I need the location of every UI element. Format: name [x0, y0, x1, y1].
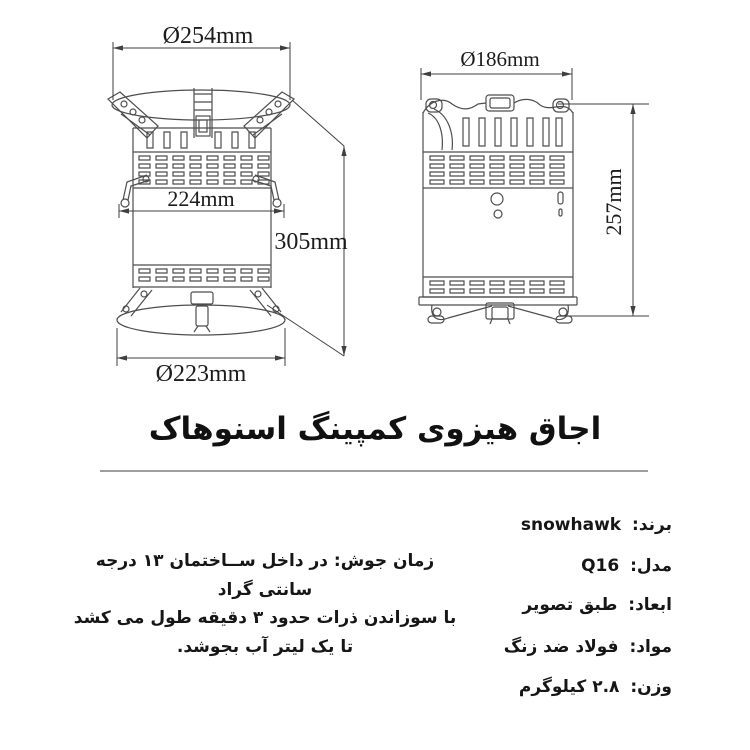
dim-front-mid-width: 224mm	[167, 186, 235, 211]
description-line-3: تا یک لیتر آب بجوشد.	[176, 636, 354, 657]
spec-label-dimensions: ابعاد:	[628, 595, 672, 615]
spec-label-weight: وزن:	[630, 677, 672, 697]
spec-value-material: فولاد ضد زنگ	[503, 637, 619, 657]
spec-value-brand: snowhawk	[520, 515, 622, 535]
side-view-linework	[419, 95, 577, 324]
spec-label-brand: برند:	[632, 515, 672, 535]
description-line-1: زمان جوش: در داخل ســاختمان ۱۳ درجه سانتی گراد	[95, 551, 435, 600]
page-title: اجاق هیزوی کمپینگ اسنوهاک	[148, 411, 602, 447]
dim-side-top-diameter: Ø186mm	[460, 47, 540, 71]
divider-line	[100, 470, 648, 472]
spec-row-model	[581, 555, 672, 577]
spec-row-dimensions	[522, 594, 672, 616]
description-line-2: با سوزاندن ذرات حدود ۳ دقیقه طول می کشد	[73, 608, 457, 628]
spec-row-brand	[521, 514, 672, 536]
dim-side-height: 257mm	[601, 168, 626, 236]
dim-front-height: 305mm	[274, 229, 348, 255]
spec-value-weight: ۲.۸ کیلوگرم	[518, 677, 620, 697]
spec-value-model: Q16	[581, 556, 620, 576]
spec-value-dimensions: طبق تصویر	[522, 595, 618, 615]
spec-row-weight	[519, 676, 672, 698]
boil-time-description	[70, 547, 460, 661]
spec-label-model: مدل:	[630, 556, 672, 576]
spec-label-material: مواد:	[629, 637, 672, 657]
spec-row-material	[504, 636, 672, 658]
dim-front-top-diameter: Ø254mm	[162, 23, 254, 49]
dim-front-bottom-diameter: Ø223mm	[155, 361, 247, 387]
